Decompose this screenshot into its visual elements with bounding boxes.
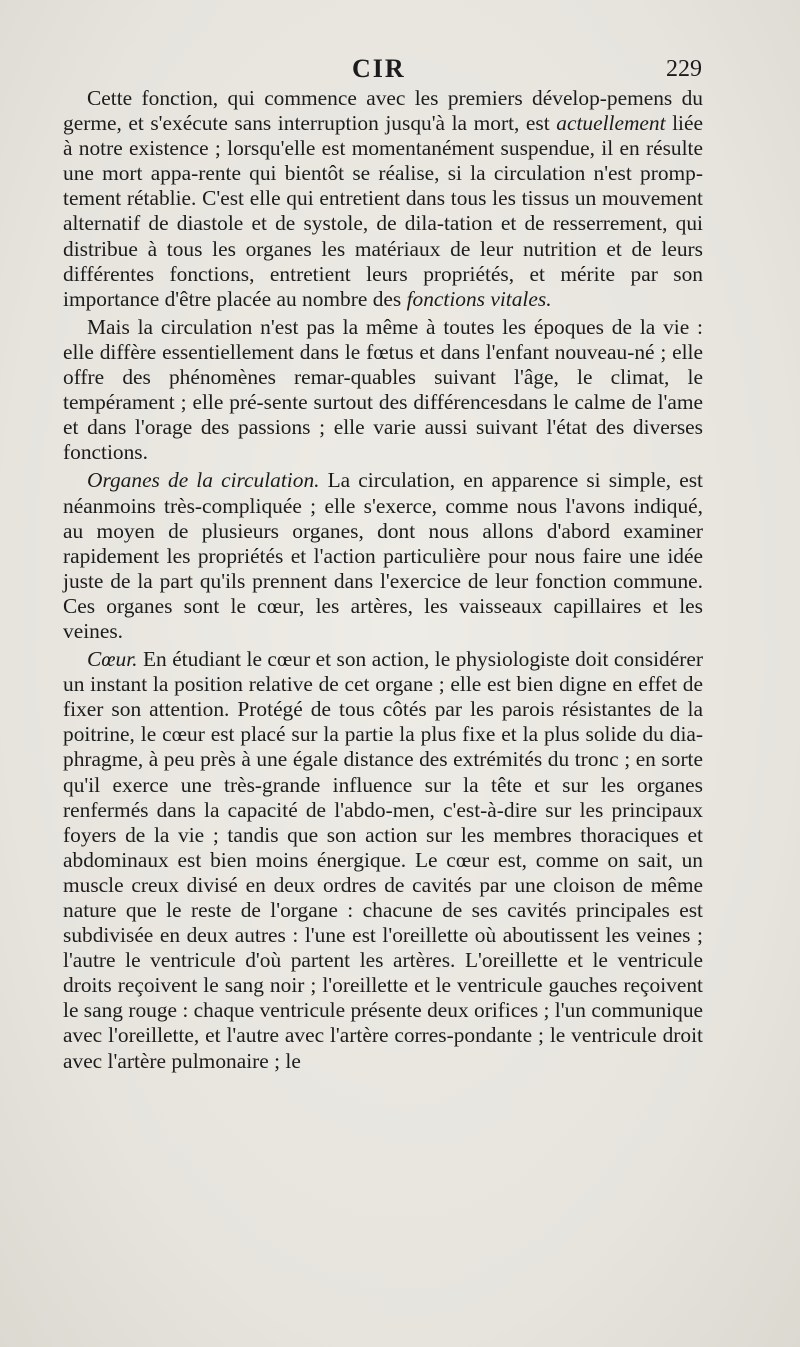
running-head [0,54,800,84]
running-head-title: CIR [352,54,406,83]
paragraph-organes [63,468,703,644]
text-segment: Mais la circulation n'est pas la même à toutes les époques de la vie : elle diffère essentiellement dans le fœtus et dans l'enfant nouveau-né ; elle offre des phénomènes remar-quables suivant l'âge, le climat, le tempérament ; elle pré-sente surtout des différencesdans le calme de l'ame et dans l'orage des passions ; elle varie aussi suivant l'état des diverses fonctions. [63,314,703,465]
text-segment: La circulation, en apparence si simple, est néanmoins très-compliquée ; elle s'exerce, comme nous l'avons indiqué, au moyen de plusieurs organes, dont nous allons d'abord examiner rapidement les propriétés et l'action particulière pour nous faire une idée juste de la part qu'ils prennent dans l'exercice de leur fonction commune. Ces organes sont le cœur, les artères, les vaisseaux capillaires et les veines. [63,468,703,643]
paragraph-coeur [63,647,703,1074]
text-segment: En étudiant le cœur et son action, le physiologiste doit considérer un instant la position relative de cet organe ; elle est bien digne en effet de fixer son attention. Protégé de tous côtés par les parois résistantes de la poitrine, le cœur est placé sur la partie la plus fixe et la plus solide du dia-phragme, à peu près à une égale distance des extrémités du tronc ; en sorte qu'il exerce une très-grande influence sur la tête et sur les organes renfermés dans la capacité de l'abdo-men, c'est-à-dire sur les principaux foyers de la vie ; tandis que son action sur les membres thoraciques et abdominaux est bien moins énergique. Le cœur est, comme on sait, un muscle creux divisé en deux ordres de cavités par une cloison de même nature que le reste de l'organe : chacune de ses cavités principales est subdivisée en deux autres : l'une est l'oreillette où aboutissent les veines ; l'autre le ventricule d'où partent les artères. L'oreillette et le ventricule droits reçoivent le sang noir ; l'oreillette et le ventricule gauches reçoivent le sang rouge : chaque ventricule présente deux orifices ; l'un communique avec l'oreillette, et l'autre avec l'artère corres-pondante ; le ventricule droit avec l'artère pulmonaire ; le [63,647,704,1073]
paragraph-fonction [63,86,703,312]
paragraph-circulation-variations [63,315,703,466]
body-text [63,86,703,1074]
text-segment: Cette fonction, qui commence avec les premiers dévelop-pemens du germe, et s'exécute sans interruption jusqu'à la mort, est [63,86,703,136]
text-segment: liée à notre existence ; lorsqu'elle est momentanément suspendue, il en résulte une mort appa-rente qui bientôt se réalise, si la circulation n'est promp-tement rétablie. C'est elle qui entretient dans tous les tissus un mouvement alternatif de diastole et de systole, de dila-tation et de resserrement, qui distribue à tous les organes les matériaux de leur nutrition et de leurs différentes fonctions, entretient leurs propriétés, et mérite par son importance d'être placée au nombre des [63,111,703,311]
italic-term: actuellement [556,111,666,136]
section-heading-coeur: Cœur. [87,647,138,672]
page-number: 229 [666,56,702,82]
section-heading-organes: Organes de la circulation. [87,468,320,493]
italic-term: fonctions vitales. [406,286,552,311]
